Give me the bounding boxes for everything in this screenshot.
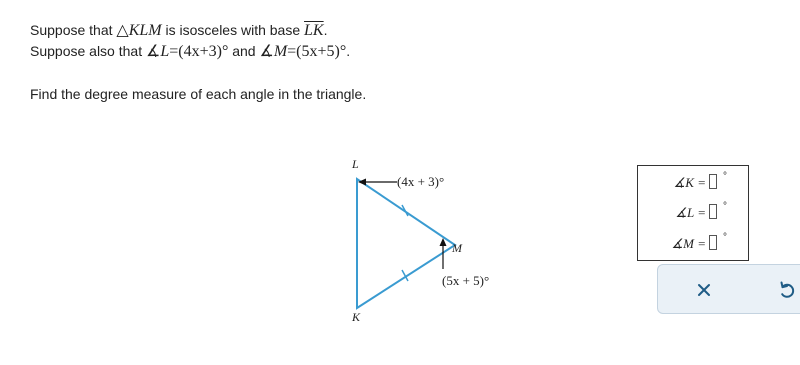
- and-text: and: [228, 43, 260, 59]
- problem-statement: [30, 20, 366, 104]
- answer-action-bar: [657, 264, 800, 314]
- angle-symbol: ∡: [145, 43, 161, 60]
- undo-icon: [774, 278, 798, 302]
- degree-symbol: °: [723, 171, 727, 182]
- vertex-label-L: L: [352, 157, 359, 171]
- line1-middle: is isosceles with base: [161, 22, 305, 38]
- base-segment: $\overline{LK}$: [304, 22, 324, 39]
- instruction: Find the degree measure of each angle in the triangle.: [30, 86, 367, 102]
- angle-L-expression: =(4x+3)°: [169, 43, 229, 60]
- angle-L-label: (4x + 3)°: [397, 174, 445, 189]
- line2-end: .: [346, 43, 351, 59]
- answer-label-K: ∡K =: [673, 175, 706, 190]
- x-icon: [692, 278, 716, 302]
- vertex-label-M: M: [452, 241, 462, 255]
- vertex-label-K: K: [352, 310, 361, 324]
- answer-label-M: ∡M =: [671, 236, 706, 251]
- angle-M-input[interactable]: [709, 235, 717, 250]
- angle-symbol: ∡: [259, 43, 274, 60]
- degree-symbol: °: [723, 201, 727, 212]
- answer-row-K: [638, 173, 750, 193]
- line2-prefix: Suppose also that: [30, 43, 146, 59]
- angle-M-name: M: [273, 43, 288, 60]
- problem-line-2: [30, 41, 366, 62]
- angle-M-label: (5x + 5)°: [442, 273, 490, 288]
- angle-M-expression: =(5x+5)°: [287, 43, 347, 60]
- problem-line-1: [30, 20, 366, 41]
- answer-label-L: ∡L =: [675, 205, 706, 220]
- answer-row-L: [638, 203, 750, 223]
- clear-button[interactable]: [692, 278, 716, 302]
- angle-K-input[interactable]: [709, 174, 717, 189]
- answer-panel: [637, 165, 749, 261]
- undo-button[interactable]: [774, 278, 798, 302]
- angle-L-name: L: [160, 43, 170, 60]
- angle-L-input[interactable]: [709, 204, 717, 219]
- answer-row-M: [638, 234, 750, 254]
- degree-symbol: °: [723, 232, 727, 243]
- triangle-name: KLM: [128, 22, 162, 39]
- triangle-symbol: △: [116, 22, 129, 39]
- triangle-figure: [330, 150, 530, 335]
- line1-prefix: Suppose that: [30, 22, 117, 38]
- line1-end: .: [323, 22, 328, 38]
- triangle-shape: [357, 179, 455, 308]
